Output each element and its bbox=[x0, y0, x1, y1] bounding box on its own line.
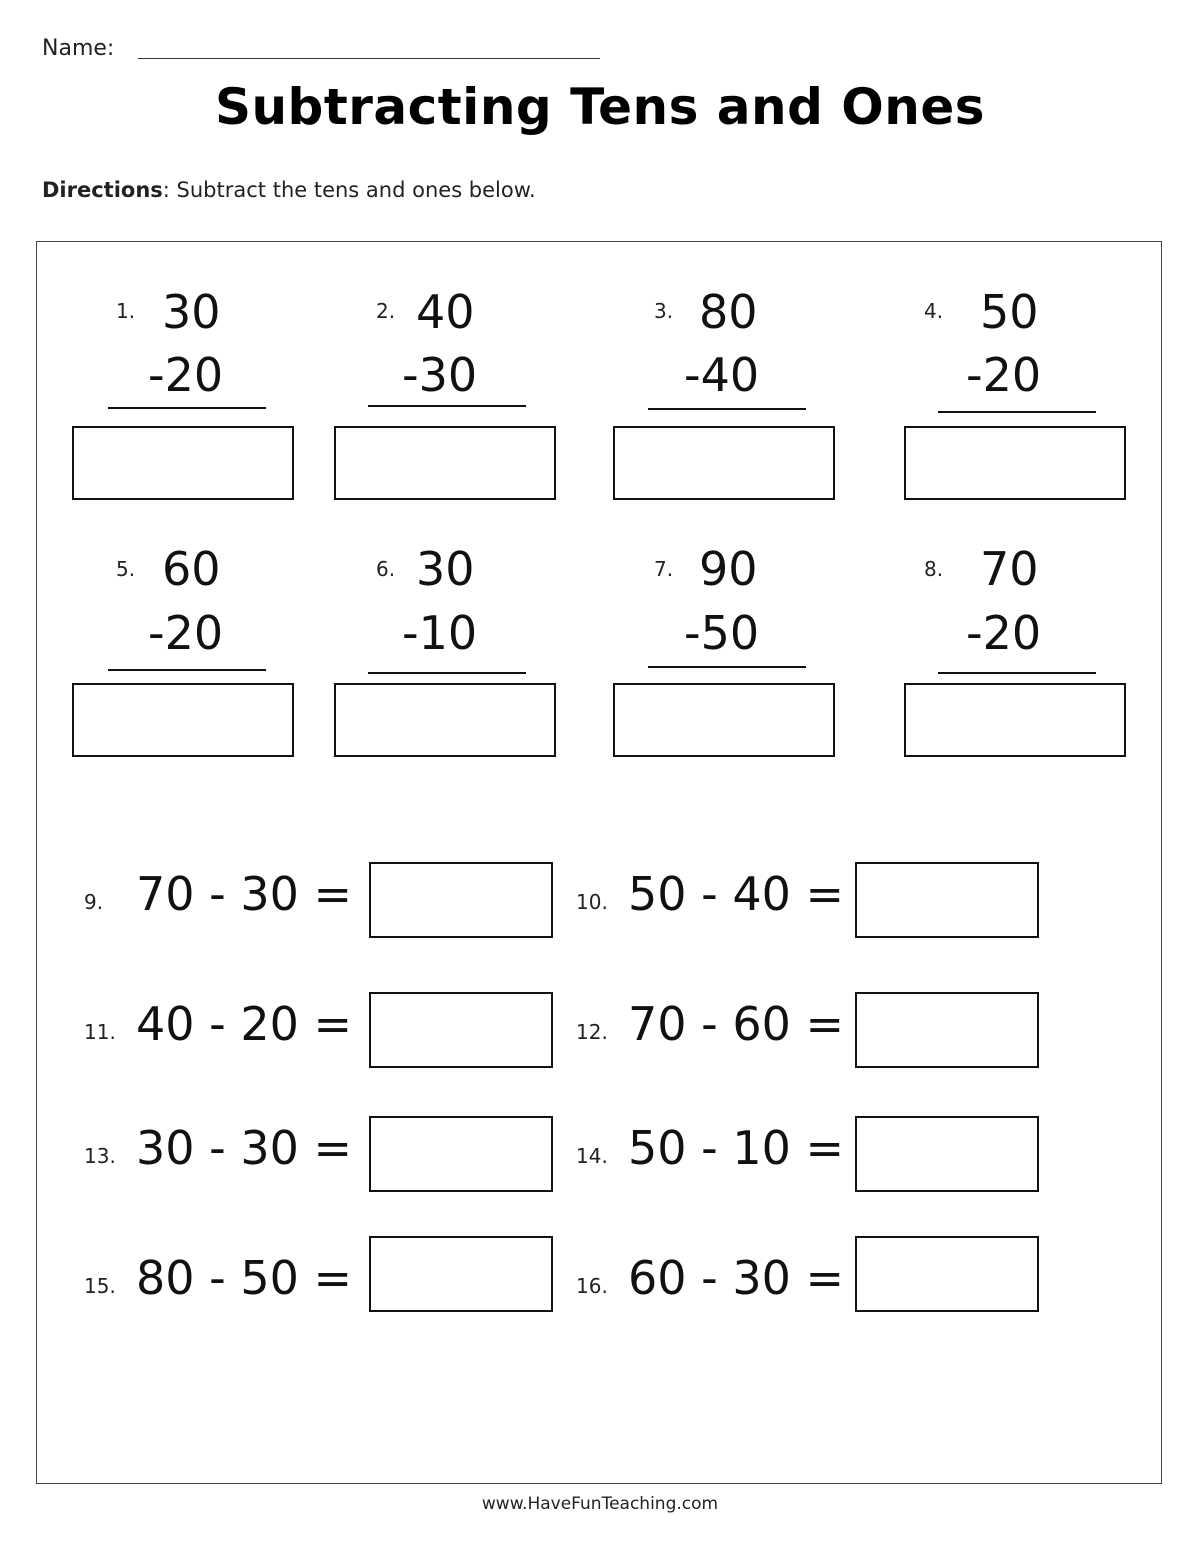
minuend: 80 bbox=[699, 285, 758, 339]
horizontal-problem bbox=[576, 862, 1056, 942]
subtrahend: -20 bbox=[966, 348, 1042, 402]
answer-line bbox=[368, 672, 526, 674]
subtrahend: -20 bbox=[966, 606, 1042, 660]
equation: 50 - 10 = bbox=[628, 1121, 845, 1175]
answer-box[interactable] bbox=[613, 683, 835, 757]
horizontal-problem bbox=[84, 1116, 564, 1196]
answer-line bbox=[368, 405, 526, 407]
answer-box[interactable] bbox=[72, 683, 294, 757]
minuend: 30 bbox=[416, 542, 475, 596]
answer-line bbox=[648, 408, 806, 410]
problem-number: 11. bbox=[84, 1020, 116, 1044]
answer-box[interactable] bbox=[334, 683, 556, 757]
problem-number: 16. bbox=[576, 1274, 608, 1298]
problem-number: 10. bbox=[576, 890, 608, 914]
answer-box[interactable] bbox=[855, 1116, 1039, 1192]
directions-label: Directions bbox=[42, 178, 163, 202]
equation: 30 - 30 = bbox=[136, 1121, 353, 1175]
answer-box[interactable] bbox=[855, 862, 1039, 938]
vertical-problem bbox=[904, 285, 1164, 515]
vertical-problem bbox=[72, 542, 332, 772]
subtrahend: -20 bbox=[148, 348, 224, 402]
answer-line bbox=[108, 669, 266, 671]
answer-line bbox=[938, 672, 1096, 674]
problem-number: 14. bbox=[576, 1144, 608, 1168]
problem-number: 1. bbox=[116, 299, 136, 323]
minuend: 90 bbox=[699, 542, 758, 596]
answer-box[interactable] bbox=[904, 426, 1126, 500]
horizontal-problem bbox=[576, 1116, 1056, 1196]
problem-number: 12. bbox=[576, 1020, 608, 1044]
minuend: 50 bbox=[980, 285, 1039, 339]
worksheet-title: Subtracting Tens and Ones bbox=[214, 78, 986, 136]
horizontal-problem bbox=[84, 862, 564, 942]
answer-box[interactable] bbox=[855, 1236, 1039, 1312]
equation: 60 - 30 = bbox=[628, 1251, 845, 1305]
directions-text: : Subtract the tens and ones below. bbox=[162, 178, 536, 202]
horizontal-problem bbox=[84, 1236, 564, 1316]
answer-box[interactable] bbox=[613, 426, 835, 500]
problem-number: 13. bbox=[84, 1144, 116, 1168]
minuend: 40 bbox=[416, 285, 475, 339]
name-label: Name: bbox=[42, 36, 115, 61]
horizontal-problem bbox=[84, 992, 564, 1072]
minuend: 60 bbox=[162, 542, 221, 596]
vertical-problem bbox=[334, 542, 594, 772]
equation: 50 - 40 = bbox=[628, 867, 845, 921]
subtrahend: -20 bbox=[148, 606, 224, 660]
problem-number: 5. bbox=[116, 557, 136, 581]
equation: 80 - 50 = bbox=[136, 1251, 353, 1305]
vertical-problem bbox=[72, 285, 332, 515]
equation: 70 - 60 = bbox=[628, 997, 845, 1051]
problem-number: 7. bbox=[654, 557, 674, 581]
problem-number: 2. bbox=[376, 299, 396, 323]
horizontal-problem bbox=[576, 1236, 1056, 1316]
answer-box[interactable] bbox=[72, 426, 294, 500]
problem-number: 9. bbox=[84, 890, 104, 914]
vertical-problem bbox=[613, 285, 873, 515]
answer-box[interactable] bbox=[855, 992, 1039, 1068]
answer-box[interactable] bbox=[369, 862, 553, 938]
answer-box[interactable] bbox=[904, 683, 1126, 757]
equation: 40 - 20 = bbox=[136, 997, 353, 1051]
problem-number: 6. bbox=[376, 557, 396, 581]
minuend: 70 bbox=[980, 542, 1039, 596]
answer-box[interactable] bbox=[369, 992, 553, 1068]
problem-number: 3. bbox=[654, 299, 674, 323]
equation: 70 - 30 = bbox=[136, 867, 353, 921]
horizontal-problem bbox=[576, 992, 1056, 1072]
answer-line bbox=[648, 666, 806, 668]
subtrahend: -10 bbox=[402, 606, 478, 660]
answer-box[interactable] bbox=[369, 1236, 553, 1312]
directions bbox=[42, 178, 536, 202]
problem-number: 15. bbox=[84, 1274, 116, 1298]
answer-box[interactable] bbox=[334, 426, 556, 500]
minuend: 30 bbox=[162, 285, 221, 339]
answer-line bbox=[938, 411, 1096, 413]
subtrahend: -50 bbox=[684, 606, 760, 660]
vertical-problem bbox=[904, 542, 1164, 772]
answer-box[interactable] bbox=[369, 1116, 553, 1192]
problem-number: 8. bbox=[924, 557, 944, 581]
footer-website: www.HaveFunTeaching.com bbox=[481, 1494, 719, 1514]
vertical-problem bbox=[613, 542, 873, 772]
vertical-problem bbox=[334, 285, 594, 515]
answer-line bbox=[108, 407, 266, 409]
problem-number: 4. bbox=[924, 299, 944, 323]
subtrahend: -40 bbox=[684, 348, 760, 402]
subtrahend: -30 bbox=[402, 348, 478, 402]
name-input-line[interactable] bbox=[138, 58, 600, 59]
